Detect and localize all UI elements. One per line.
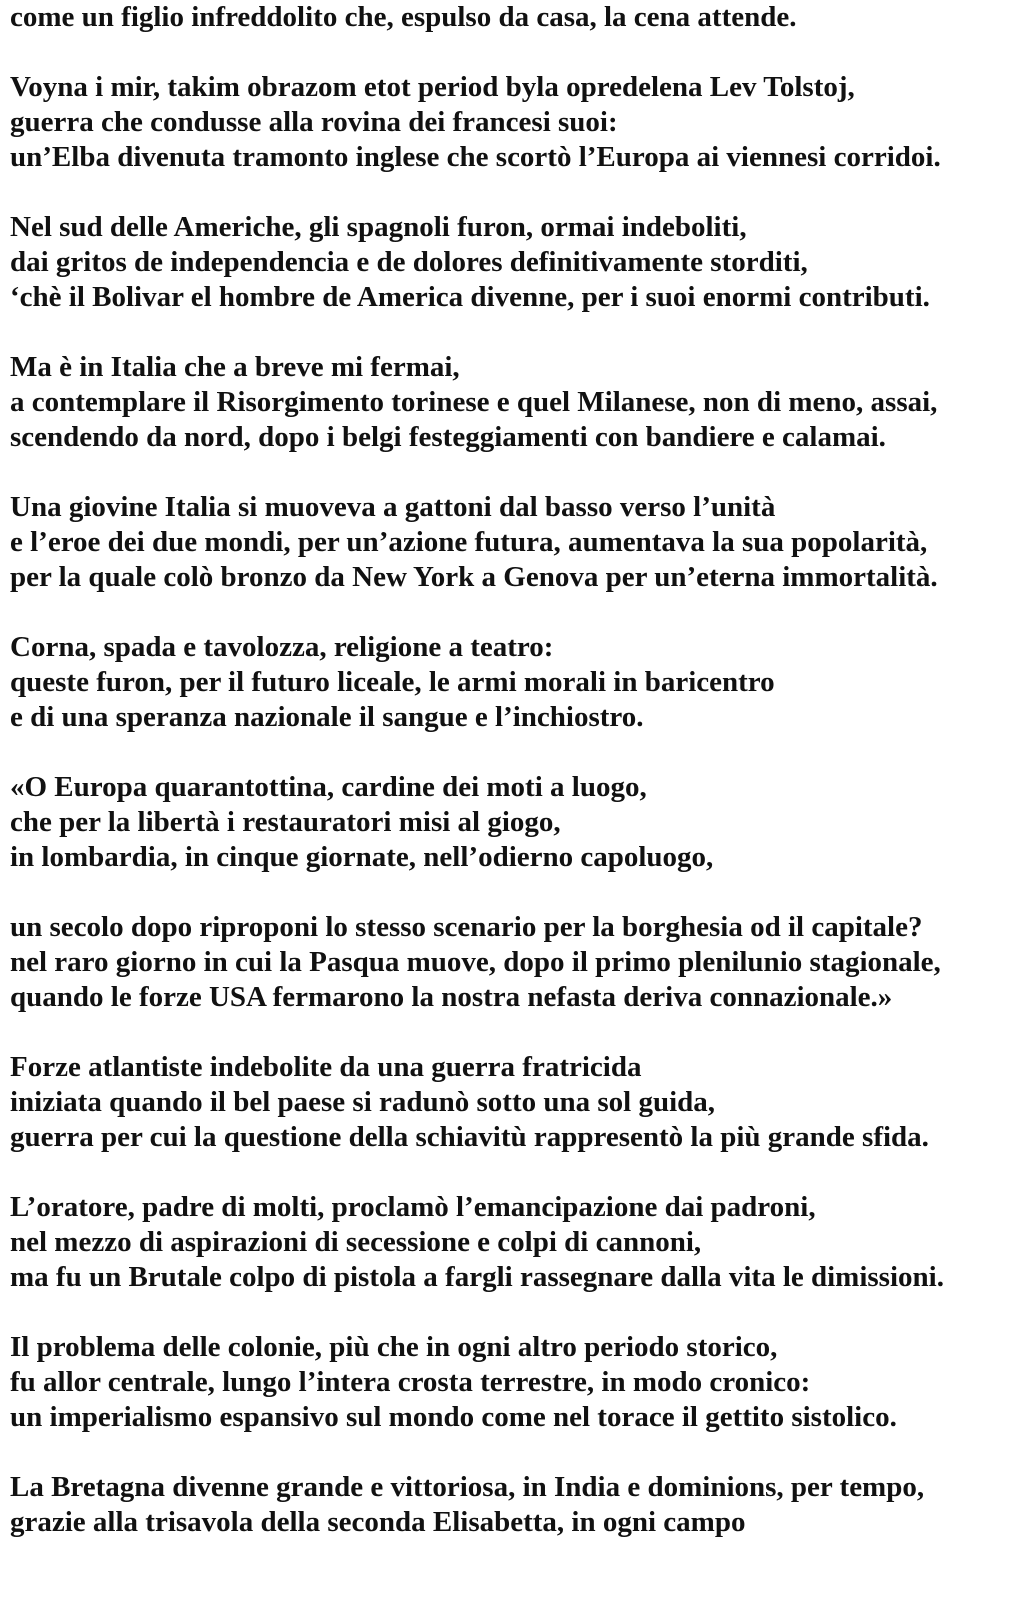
verse-line: in lombardia, in cinque giornate, nell’odierno capoluogo,	[10, 841, 714, 873]
verse-line: fu allor centrale, lungo l’intera crosta terrestre, in modo cronico:	[10, 1366, 811, 1398]
stanza-9	[10, 1050, 1030, 1155]
verse-line: Corna, spada e tavolozza, religione a teatro:	[10, 631, 554, 663]
stanza-gap	[10, 35, 1030, 70]
stanza-gap	[10, 315, 1030, 350]
stanza-8	[10, 910, 1030, 1015]
verse-line: guerra che condusse alla rovina dei francesi suoi:	[10, 106, 618, 138]
stanza-gap	[10, 595, 1030, 630]
verse-line: Forze atlantiste indebolite da una guerra fratricida	[10, 1051, 642, 1083]
stanza-gap	[10, 875, 1030, 910]
verse-line: e l’eroe dei due mondi, per un’azione futura, aumentava la sua popolarità,	[10, 526, 928, 558]
stanza-gap	[10, 175, 1030, 210]
poem-page	[10, 0, 1030, 1540]
verse-line: un’Elba divenuta tramonto inglese che scortò l’Europa ai viennesi corridoi.	[10, 141, 941, 173]
verse-line: un secolo dopo riproponi lo stesso scenario per la borghesia od il capitale?	[10, 911, 923, 943]
verse-line: quando le forze USA fermarono la nostra nefasta deriva connazionale.»	[10, 981, 893, 1013]
stanza-12	[10, 1470, 1030, 1540]
verse-line: che per la libertà i restauratori misi al giogo,	[10, 806, 561, 838]
verse-line: iniziata quando il bel paese si radunò sotto una sol guida,	[10, 1086, 716, 1118]
verse-line: La Bretagna divenne grande e vittoriosa, in India e dominions, per tempo,	[10, 1471, 925, 1503]
stanza-11	[10, 1330, 1030, 1435]
verse-line: scendendo da nord, dopo i belgi festeggiamenti con bandiere e calamai.	[10, 421, 886, 453]
verse-line: ma fu un Brutale colpo di pistola a fargli rassegnare dalla vita le dimissioni.	[10, 1261, 944, 1293]
stanza-gap	[10, 1155, 1030, 1190]
stanza-3	[10, 210, 1030, 315]
verse-line: guerra per cui la questione della schiavitù rappresentò la più grande sfida.	[10, 1121, 929, 1153]
stanza-gap	[10, 1295, 1030, 1330]
stanza-10	[10, 1190, 1030, 1295]
verse-line: a contemplare il Risorgimento torinese e quel Milanese, non di meno, assai,	[10, 386, 938, 418]
verse-line: come un figlio infreddolito che, espulso da casa, la cena attende.	[10, 1, 797, 33]
verse-line: Ma è in Italia che a breve mi fermai,	[10, 351, 460, 383]
stanza-6	[10, 630, 1030, 735]
verse-line: queste furon, per il futuro liceale, le armi morali in baricentro	[10, 666, 775, 698]
verse-line: «O Europa quarantottina, cardine dei moti a luogo,	[10, 771, 647, 803]
verse-line: ‘chè il Bolivar el hombre de America divenne, per i suoi enormi contributi.	[10, 281, 930, 313]
stanza-gap	[10, 735, 1030, 770]
verse-line: Nel sud delle Americhe, gli spagnoli furon, ormai indeboliti,	[10, 211, 747, 243]
verse-line: L’oratore, padre di molti, proclamò l’emancipazione dai padroni,	[10, 1191, 816, 1223]
verse-line: nel mezzo di aspirazioni di secessione e colpi di cannoni,	[10, 1226, 702, 1258]
verse-line: nel raro giorno in cui la Pasqua muove, dopo il primo plenilunio stagionale,	[10, 946, 941, 978]
stanza-gap	[10, 1435, 1030, 1470]
verse-line: dai gritos de independencia e de dolores definitivamente storditi,	[10, 246, 808, 278]
stanza-gap	[10, 1015, 1030, 1050]
verse-line: Una giovine Italia si muoveva a gattoni dal basso verso l’unità	[10, 491, 776, 523]
verse-line: per la quale colò bronzo da New York a Genova per un’eterna immortalità.	[10, 561, 938, 593]
stanza-7	[10, 770, 1030, 875]
stanza-1	[10, 0, 1030, 35]
verse-line: un imperialismo espansivo sul mondo come nel torace il gettito sistolico.	[10, 1401, 897, 1433]
stanza-4	[10, 350, 1030, 455]
stanza-5	[10, 490, 1030, 595]
verse-line: Il problema delle colonie, più che in ogni altro periodo storico,	[10, 1331, 778, 1363]
verse-line: e di una speranza nazionale il sangue e l’inchiostro.	[10, 701, 644, 733]
stanza-2	[10, 70, 1030, 175]
verse-line: grazie alla trisavola della seconda Elisabetta, in ogni campo	[10, 1506, 746, 1538]
stanza-gap	[10, 455, 1030, 490]
verse-line: Voyna i mir, takim obrazom etot period byla opredelena Lev Tolstoj,	[10, 71, 855, 103]
